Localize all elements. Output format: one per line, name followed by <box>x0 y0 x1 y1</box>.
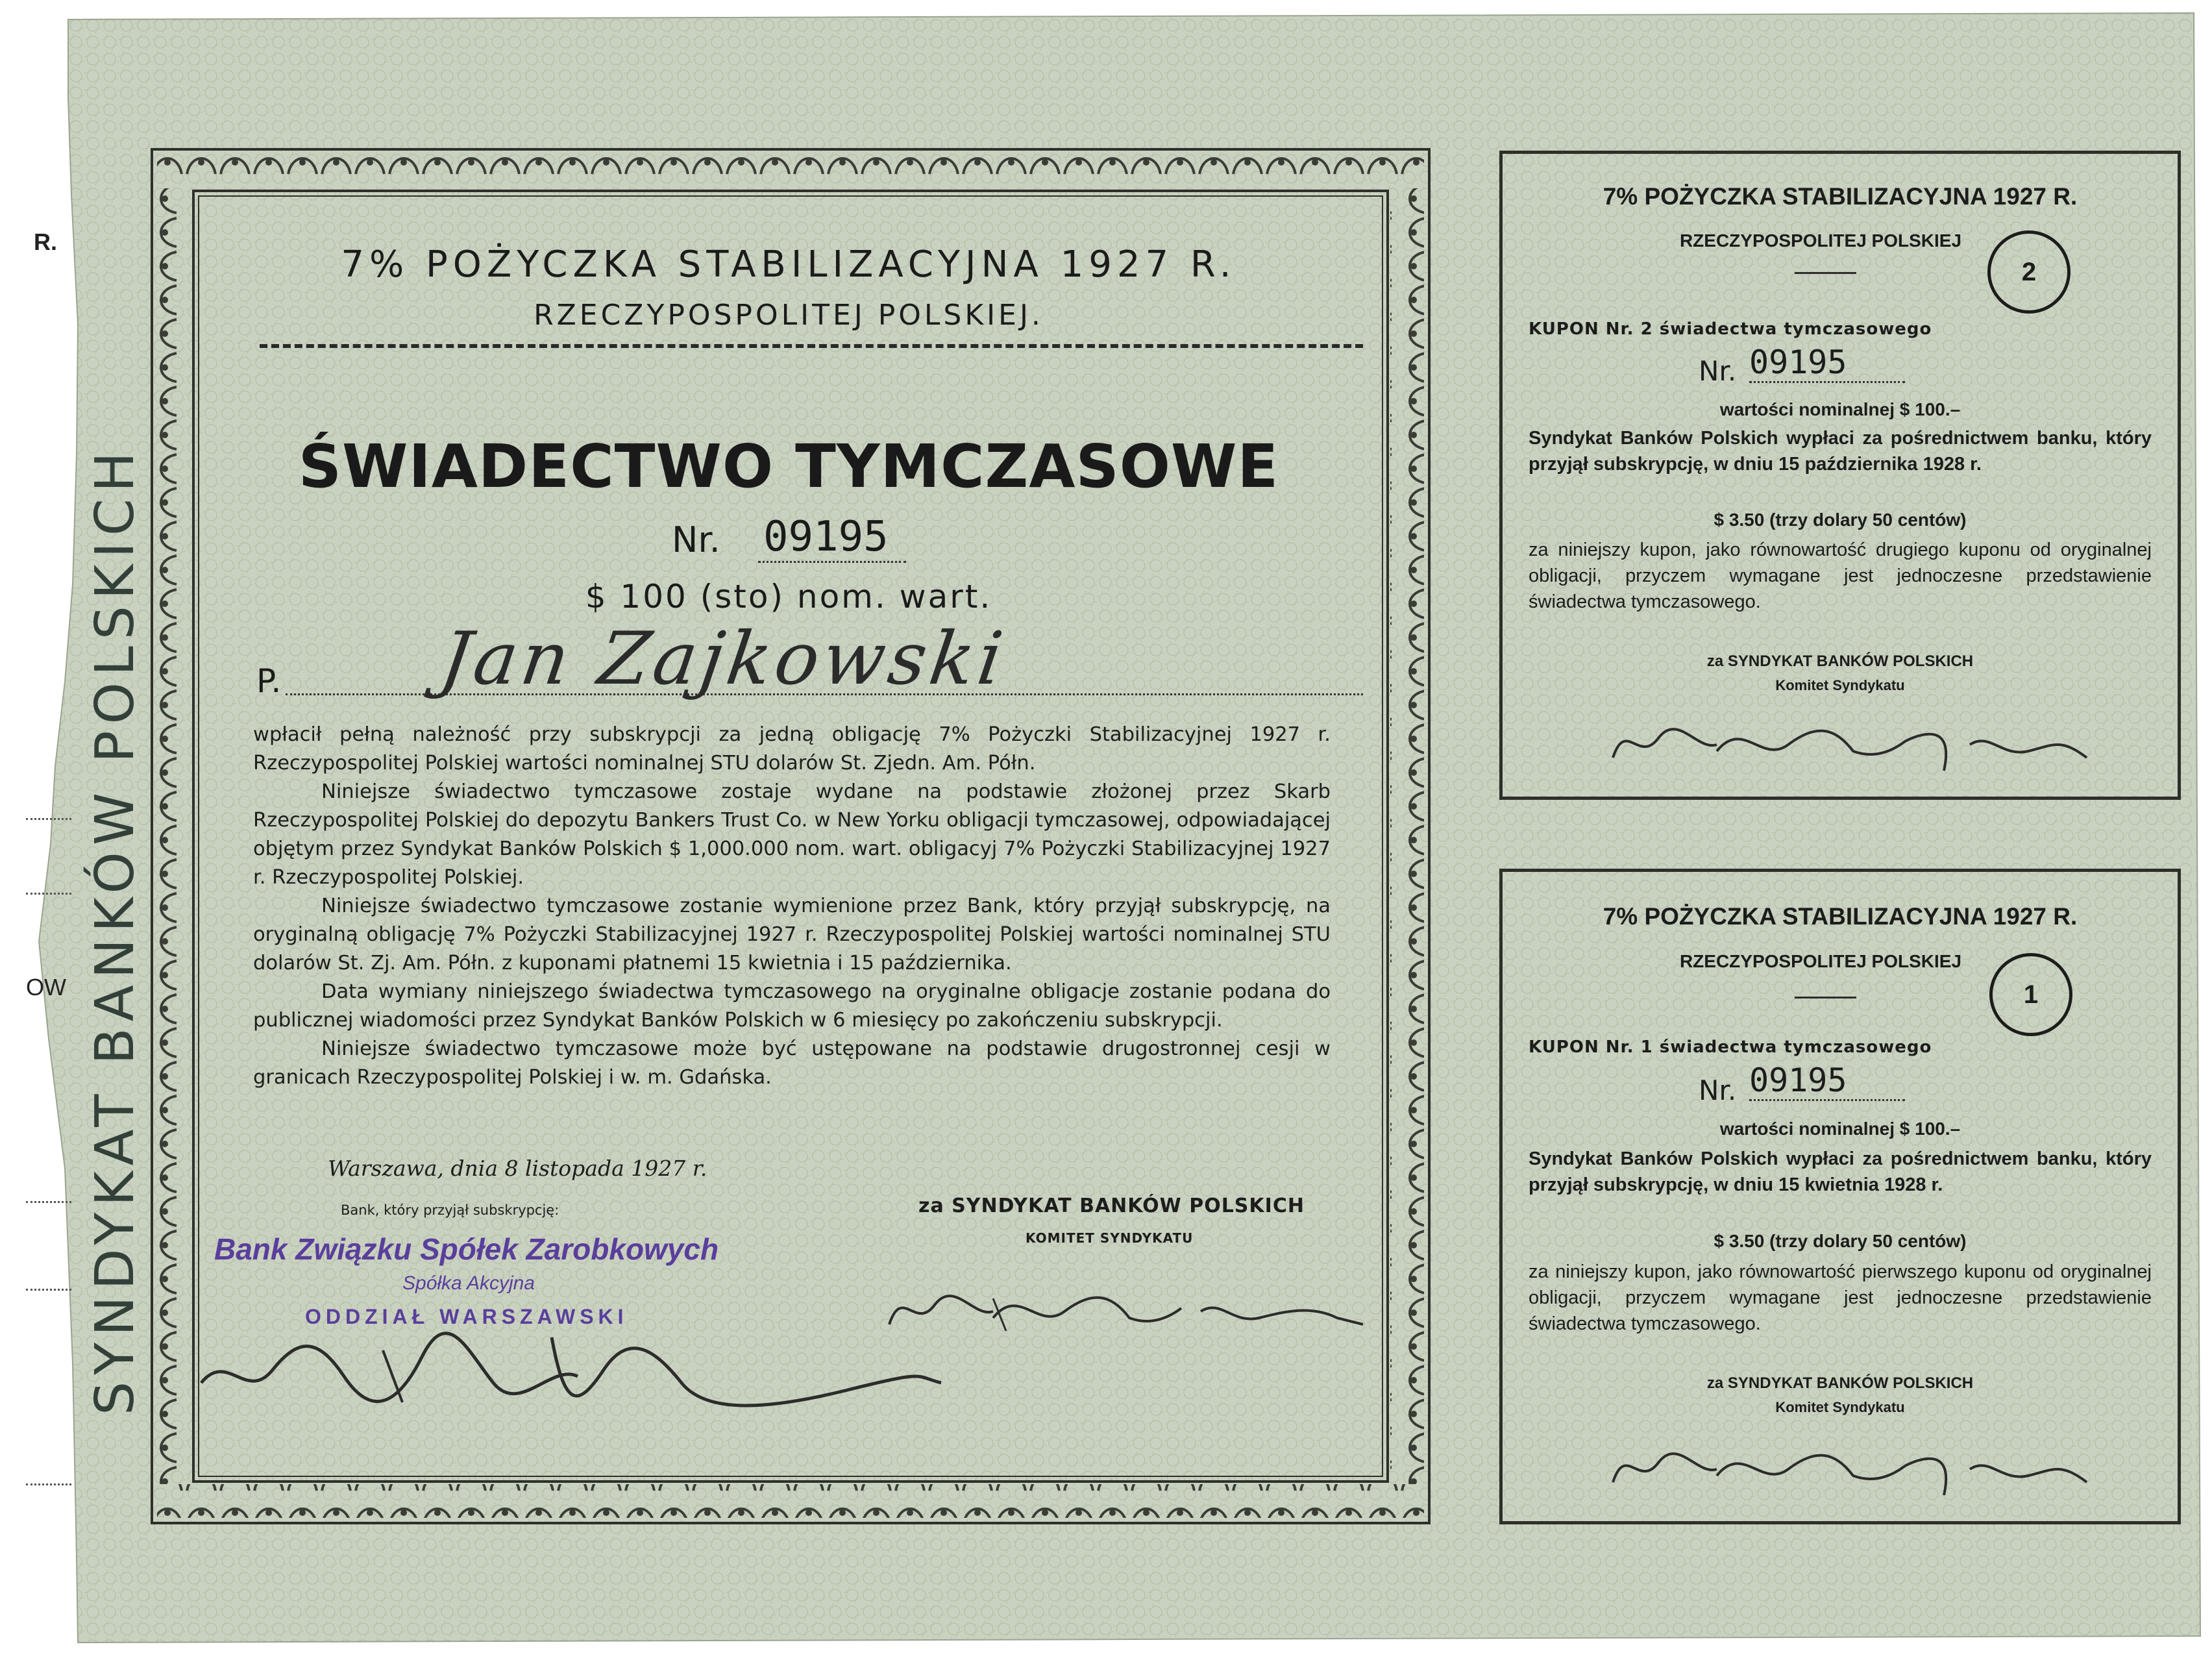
coupon-number-circle: 1 <box>1989 953 2072 1036</box>
certificate-body <box>253 721 1331 1092</box>
stub-dotted-line <box>26 818 71 820</box>
coupon-nominal-line: wartości nominalnej $ 100.– <box>1719 1119 1961 1139</box>
syndicate-signature-label: za SYNDYKAT BANKÓW POLSKICH <box>918 1195 1305 1217</box>
coupon-1 <box>1499 869 2181 1524</box>
holder-label: P. <box>256 662 282 700</box>
body-paragraph: Niniejsze świadectwo tymczasowe zostanie wymienione przez Bank, który przyjął subskrypcję, na oryginalną obligację 7% Pożyczki Stabilizacyjnej 1927 r. Rzeczypospolitej Polskiej wartości nominalnej STU dolarów St. Zj. Am. Półn. z kuponami płatnemi 15 kwietnia i 15 października. <box>253 895 1331 974</box>
certificate-nominal-value: $ 100 (sto) nom. wart. <box>585 578 992 615</box>
coupon-title-line1: 7% POŻYCZKA STABILIZACYJNA 1927 R. <box>1603 183 2078 210</box>
issue-date-line: Warszawa, dnia 8 listopada 1927 r. <box>328 1156 707 1181</box>
stub-dotted-line <box>26 1201 71 1203</box>
coupon-kupon-line: KUPON Nr. 1 świadectwa tymczasowego <box>1529 1037 1932 1057</box>
stub-fragment-r: R. <box>34 229 57 255</box>
coupon-amount-line: $ 3.50 (trzy dolary 50 centów) <box>1714 510 1967 530</box>
coupon-number: 09195 <box>1749 343 1905 383</box>
body-paragraph: Niniejsze świadectwo tymczasowe zostaje wydane na podstawie złożonej przez Skarb Rzeczypospolitej Polskiej do depozytu Bankers Trust Co. w New Yorku obligacji tymczasowej, odpowiadającej objętym przez Syndykat Banków Polskich $ 1,000.000 nom. wart. obligacyj 7% Pożyczki Stabilizacyjnej 1927 r. Rzeczypospolitej Polskiej. <box>253 780 1331 889</box>
coupon-divider <box>1795 272 1856 274</box>
coupon-amount-line: $ 3.50 (trzy dolary 50 centów) <box>1714 1231 1967 1251</box>
bank-stamp-branch: ODDZIAŁ WARSZAWSKI <box>305 1305 628 1328</box>
coupon-number-label: Nr. <box>1699 1074 1737 1106</box>
stub-vertical-title: SYNDYKAT BANKÓW POLSKICH <box>84 445 146 1415</box>
coupon-nominal-line: wartości nominalnej $ 100.– <box>1719 399 1961 419</box>
coupon-committee-label: Komitet Syndykatu <box>1775 1399 1905 1415</box>
coupon-divider <box>1795 997 1856 998</box>
body-paragraph: Data wymiany niniejszego świadectwa tymczasowego na oryginalne obligacje zostanie podana do publicznej wiadomości przez Syndykat Banków Polskich w 6 miesięcy po zakończeniu subskrypcji. <box>253 980 1331 1032</box>
holder-name-handwritten: Jan Zajkowski <box>435 617 1012 701</box>
body-paragraph: Niniejsze świadectwo tymczasowe może być ustępowane na podstawie drugostronnej cesji w granicach Rzeczypospolitej Polskiej i w. m. Gdańska. <box>253 1037 1331 1089</box>
stub-dotted-line <box>26 893 71 895</box>
coupon-payment-text: Syndykat Banków Polskich wypłaci za pośrednictwem banku, który przyjął subskrypcję, w dniu 15 kwietnia 1928 r. <box>1529 1148 2152 1195</box>
coupon-signature-label: za SYNDYKAT BANKÓW POLSKICH <box>1706 652 1974 670</box>
certificate-number: 09195 <box>758 513 906 563</box>
coupon-signature-label: za SYNDYKAT BANKÓW POLSKICH <box>1706 1374 1974 1392</box>
syndicate-committee-label: KOMITET SYNDYKATU <box>1026 1230 1194 1246</box>
coupon-number-label: Nr. <box>1699 355 1737 387</box>
coupon-equivalence-text: za niniejszy kupon, jako równowartość drugiego kuponu od oryginalnej obligacji, przyczem wymagane jest jednoczesne przedstawienie świadectwa tymczasowego. <box>1529 540 2152 612</box>
title-divider <box>260 344 1363 348</box>
certificate-title-line2: RZECZYPOSPOLITEJ POLSKIEJ. <box>534 299 1044 332</box>
coupon-number-circle: 2 <box>1987 230 2071 314</box>
coupon-kupon-line: KUPON Nr. 2 świadectwa tymczasowego <box>1529 319 1932 339</box>
coupon-title-line2: RZECZYPOSPOLITEJ POLSKIEJ <box>1679 230 1962 251</box>
coupon-signatures <box>1606 706 2100 777</box>
certificate-heading: ŚWIADECTWO TYMCZASOWE <box>298 432 1279 501</box>
coupon-committee-label: Komitet Syndykatu <box>1775 677 1905 693</box>
subscribing-bank-label: Bank, który przyjął subskrypcję: <box>341 1202 559 1218</box>
coupon-number: 09195 <box>1749 1061 1905 1101</box>
coupon-equivalence-text: za niniejszy kupon, jako równowartość pierwszego kuponu od oryginalnej obligacji, przyczem wymagane jest jednoczesne przedstawienie świadectwa tymczasowego. <box>1529 1261 2152 1334</box>
stub-fragment-ow: OW <box>26 974 66 1000</box>
bank-signatures <box>188 1311 954 1422</box>
stub-dotted-line <box>26 1289 71 1291</box>
coupon-signatures <box>1606 1430 2100 1502</box>
certificate-title-line1: 7% POŻYCZKA STABILIZACYJNA 1927 R. <box>341 243 1236 286</box>
syndicate-signatures <box>883 1272 1376 1344</box>
coupon-title-line1: 7% POŻYCZKA STABILIZACYJNA 1927 R. <box>1603 903 2078 930</box>
stub-dotted-line <box>26 1483 71 1485</box>
body-paragraph: wpłacił pełną należność przy subskrypcji za jedną obligację 7% Pożyczki Stabilizacyjnej 1927 r. Rzeczypospolitej Polskiej wartości nominalnej STU dolarów St. Zjedn. Am. Półn. <box>253 723 1331 775</box>
coupon-title-line2: RZECZYPOSPOLITEJ POLSKIEJ <box>1679 951 1962 971</box>
bank-stamp-company-type: Spółka Akcyjna <box>402 1272 535 1294</box>
bank-stamp-name: Bank Związku Spółek Zarobkowych <box>214 1232 719 1266</box>
coupon-2 <box>1499 151 2181 800</box>
coupon-payment-text: Syndykat Banków Polskich wypłaci za pośrednictwem banku, który przyjął subskrypcję, w dniu 15 października 1928 r. <box>1529 428 2152 475</box>
certificate-number-label: Nr. <box>672 519 720 560</box>
